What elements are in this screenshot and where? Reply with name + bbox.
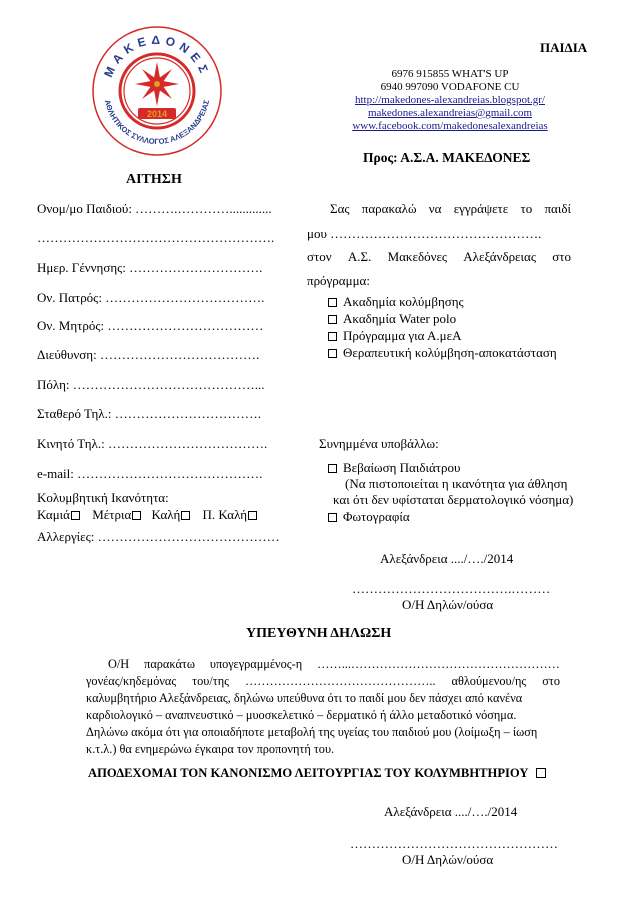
declaration-text: [86, 656, 560, 758]
attachment-note-2: και ότι δεν υφίσταται δερματολογικό νόσημα): [333, 492, 574, 507]
request-child-field[interactable]: μου ………………………………………….: [307, 226, 542, 241]
ability-medium-label: Μέτρια: [92, 507, 132, 522]
swim-ability-options: [37, 507, 260, 523]
program-swim-academy[interactable]: Ακαδημία κολύμβησης: [328, 294, 464, 310]
program-disabled-checkbox[interactable]: [328, 332, 337, 341]
field-child-name-cont[interactable]: ……………………………………………….: [37, 230, 275, 245]
swim-ability-label: Κολυμβητική Ικανότητα:: [37, 490, 169, 505]
field-mother-name[interactable]: Ον. Μητρός: ………………………………: [37, 318, 264, 333]
declaration-line-2: γονέας/κηδεμόνας του/της ……………………………………….. αθλούμενου/ης στο: [86, 674, 560, 688]
request-signature-label: Ο/Η Δηλών/ούσα: [402, 597, 494, 612]
declaration-title: ΥΠΕΥΘΥΝΗ ΔΗΛΩΣΗ: [246, 626, 392, 641]
field-address[interactable]: Διεύθυνση: ……………………………….: [37, 347, 260, 362]
request-signature-line[interactable]: ……………………………….………: [352, 581, 551, 596]
field-child-name[interactable]: Ονομ/μο Παιδιού: ……….………….............: [37, 201, 272, 216]
attachments-label: Συνημμένα υποβάλλω:: [319, 436, 439, 451]
field-landline[interactable]: Σταθερό Τηλ.: …………………………….: [37, 406, 261, 421]
logo-year: 2014: [146, 109, 168, 119]
club-logo: [90, 24, 224, 158]
attachment-pediatrician-checkbox[interactable]: [328, 464, 337, 473]
request-program-label: πρόγραμμα:: [307, 273, 370, 288]
field-mobile[interactable]: Κινητό Τηλ.: ……………………………….: [37, 436, 268, 451]
recipient: Προς: Α.Σ.Α. ΜΑΚΕΔΟΝΕΣ: [363, 150, 531, 165]
program-disabled[interactable]: Πρόγραμμα για Α.μεΑ: [328, 328, 461, 344]
logo-bottom-text: ΑΘΛΗΤΙΚΟΣ ΣΥΛΛΟΓΟΣ ΑΛΕΞΑΝΔΡΕΙΑΣ: [102, 98, 212, 147]
blog-link[interactable]: http://makedones-alexandreias.blogspot.gr/: [354, 94, 545, 106]
accept-rules[interactable]: [88, 766, 552, 781]
request-line-3: στον Α.Σ. Μακεδόνες Αλεξάνδρειας στο: [307, 249, 571, 264]
declaration-date[interactable]: Αλεξάνδρεια ..../…./2014: [384, 804, 518, 819]
ability-medium-checkbox[interactable]: [132, 511, 141, 520]
program-water-polo[interactable]: Ακαδημία Water polo: [328, 311, 456, 327]
phone-vodafone: 6940 997090 VODAFONE CU: [380, 81, 520, 93]
ability-very-good-label: Π. Καλή: [202, 507, 248, 522]
program-swim-academy-checkbox[interactable]: [328, 298, 337, 307]
facebook-link[interactable]: www.facebook.com/makedonesalexandreias: [352, 120, 548, 132]
ability-none-checkbox[interactable]: [71, 511, 80, 520]
ability-good-label: Καλή: [151, 507, 181, 522]
request-line-1: Σας παρακαλώ να εγγράψετε το παιδί: [330, 201, 571, 216]
program-therapeutic[interactable]: Θεραπευτική κολύμβηση-αποκατάσταση: [328, 345, 557, 361]
attachment-note-1: (Να πιστοποιείται η ικανότητα για άθληση: [345, 476, 568, 491]
logo-top-text: ΜΑΚΕΔΟΝΕΣ: [101, 32, 213, 80]
declaration-signature-label: Ο/Η Δηλών/ούσα: [402, 852, 494, 867]
attachment-photo[interactable]: Φωτογραφία: [328, 509, 410, 525]
accept-rules-checkbox[interactable]: [536, 768, 546, 778]
request-date[interactable]: Αλεξάνδρεια ..../…./2014: [380, 551, 514, 566]
ability-very-good-checkbox[interactable]: [248, 511, 257, 520]
field-email[interactable]: e-mail: …………………………………….: [37, 466, 263, 481]
declaration-signature-line[interactable]: …………………………………………: [350, 836, 558, 851]
field-allergies[interactable]: Αλλεργίες: ……………………………………: [37, 529, 280, 544]
ability-none-label: Καμιά: [37, 507, 70, 522]
declaration-line-3: καλυμβητήριο Αλεξάνδρειας, δηλώνω υπεύθυνα ότι το παιδί μου δεν πάσχει από κανένα: [86, 691, 523, 705]
email-link[interactable]: makedones.alexandreias@gmail.com: [367, 107, 533, 119]
program-water-polo-checkbox[interactable]: [328, 315, 337, 324]
category-label: ΠΑΙΔΙΑ: [540, 40, 588, 55]
attachment-pediatrician[interactable]: Βεβαίωση Παιδιάτρου: [328, 460, 460, 476]
declaration-line-5: Δηλώνω ακόμα ότι για οποιαδήποτε μεταβολή της υγείας του παιδιού μου (λοίμωξη – ίωση: [86, 725, 538, 739]
field-birth-date[interactable]: Ημερ. Γέννησης: ………………………….: [37, 260, 263, 275]
field-father-name[interactable]: Ον. Πατρός: ……………………………….: [37, 290, 265, 305]
declaration-line-1: Ο/Η παρακάτω υπογεγραμμένος-η ……...……………………………………………: [108, 657, 560, 671]
ability-good-checkbox[interactable]: [181, 511, 190, 520]
accept-rules-label: ΑΠΟΔΕΧΟΜΑΙ ΤΟΝ ΚΑΝΟΝΙΣΜΟ ΛΕΙΤΟΥΡΓΙΑΣ ΤΟΥ ΚΟΛΥΜΒΗΤΗΡΙΟΥ: [88, 766, 529, 780]
declaration-line-4: καρδιολογικό – αναπνευστικό – μυοσκελετικό – δερματικό ή άλλο μεταδοτικό νόσημα.: [86, 708, 517, 722]
declaration-line-6: κ.τ.λ.) θα ενημερώνω έγκαιρα τον προπονητή του.: [86, 742, 335, 756]
program-therapeutic-checkbox[interactable]: [328, 349, 337, 358]
attachment-photo-checkbox[interactable]: [328, 513, 337, 522]
phone-whatsapp: 6976 915855 WHAT'S UP: [391, 68, 509, 80]
field-city[interactable]: Πόλη: ……………………………………...: [37, 377, 265, 392]
form-title: ΑΙΤΗΣΗ: [126, 172, 182, 187]
